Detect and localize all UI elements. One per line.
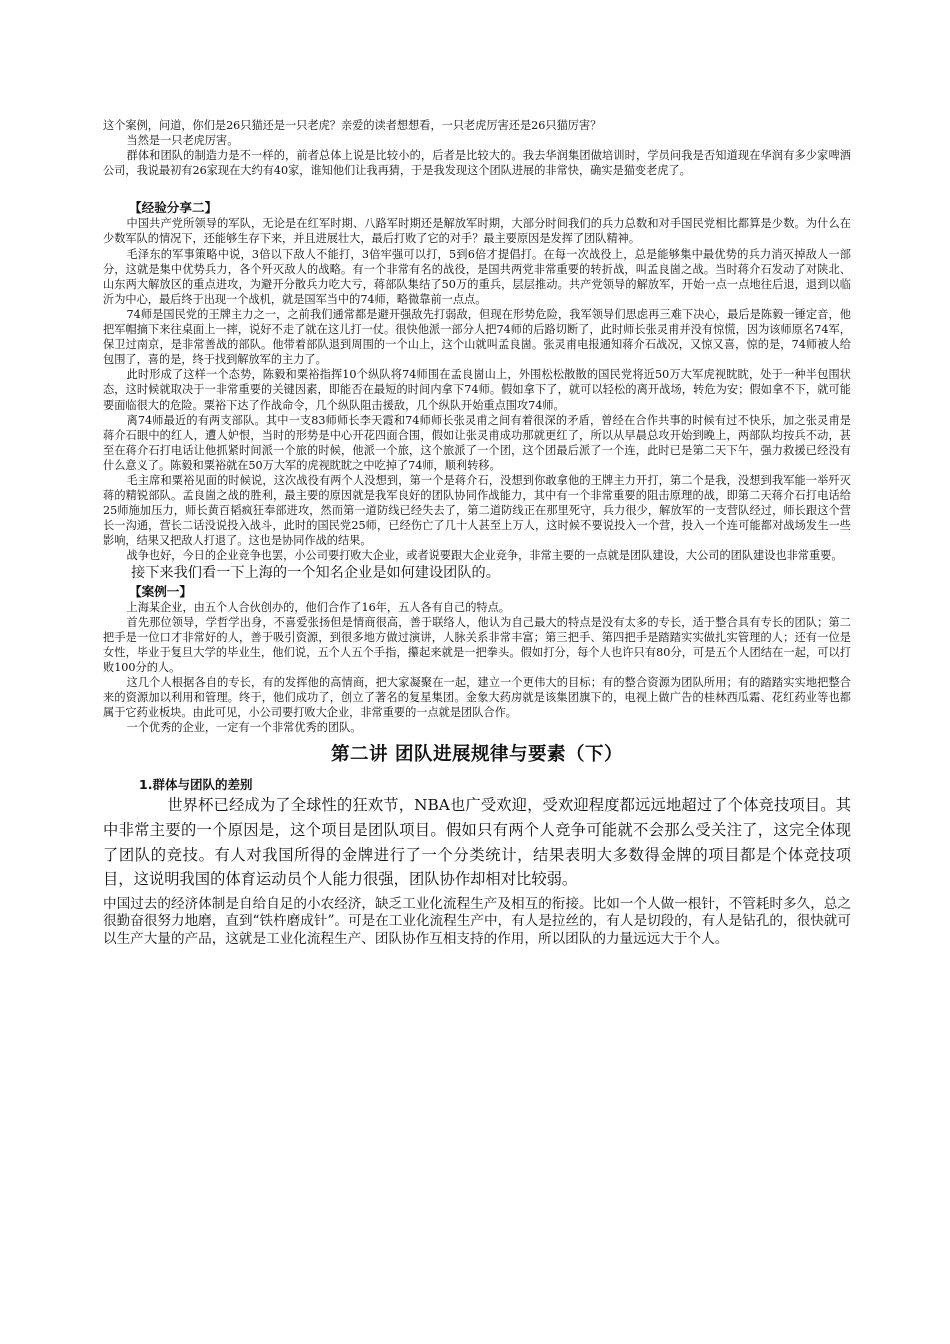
share2-paragraph: 毛主席和粟裕见面的时候说，这次战役有两个人没想到，第一个是蒋介石，没想到你敢拿他的王牌主力开打，第二个是我，没想到我军能一举歼灭蒋的精锐部队。孟良崮之战的胜利，最主要的原因就是我军良好的团队协同作战能力，其中有一个非常重要的阻击原理的战，即第二天蒋介石打电话给25师施加压力，师长黄百韬疯狂奉部进攻，然而第一道防线已经失去了，第二道防线正在那里死守，兵力很少，解放军的一支营队经过，师长跟这个营长一沟通，营长二话没说投入战斗，此时的国民党25师，已经伤亡了几十人甚至上万人，这时候不要说投入一个营，投入一个连可能都对战场发生一些影响，结果又把敌人打退了。这也是协同作战的结果。 — [103, 473, 851, 548]
share2-paragraph: 毛泽东的军事策略中说，3倍以下敌人不能打，3倍牢强可以打，5到6倍才提倡打。在每一次战役上，总是能够集中最优势的兵力消灭掉敌人一部分，这就是集中优势兵力，各个歼灭敌人的战略。有一个非常有名的战役，是国共两党非常重要的转折战，叫孟良崮之战。当时蒋介石发动了对陕北、山东两大解放区的重点进攻，为避开分散兵力吃大亏，蒋部队集结了50万的重兵，层层推动。共产党领导的解放军，开始一点一点地往后退，退到以临沂为中心，最后终于出现一个战机，就是国军当中的74师，略微靠前一点点。 — [103, 247, 851, 306]
document-page — [103, 118, 851, 948]
section-heading: 1.群体与团队的差别 — [139, 777, 253, 793]
closing-section — [103, 896, 851, 948]
case1-paragraph: 上海某企业，由五个人合伙创办的，他们合作了16年，五人各有自己的特点。 — [126, 600, 510, 614]
share2-heading: 【经验分享二】 — [129, 200, 218, 216]
case1-paragraph: 首先那位领导，学哲学出身，不喜爱张扬但是情商很高，善于联络人，他认为自己最大的特点是没有太多的专长，适于整合具有专长的团队；第二把手是一位口才非常好的人，善于吸引资源，到很多地方做过演讲，人脉关系非常丰富；第三把手、第四把手是踏踏实实做扎实管理的人；还有一位是女性，毕业于复旦大学的毕业生，他们说，五个人五个手指，攥起来就是一把拳头。假如打分，每个人也许只有80分，可是五个人团结在一起，可以打败100分的人。 — [103, 615, 851, 674]
lecture-body — [103, 793, 851, 891]
case1-paragraph: 这几个人根据各自的专长，有的发挥他的高情商，把大家凝聚在一起，建立一个更伟大的目标；有的整合资源为团队所用；有的踏踏实实地把整合来的资源加以利用和管理。终于，他们成功了，创立了著名的复星集团。金象大药房就是该集团旗下的，电视上做广告的桂林西瓜霜、花红药业等也都属于它药业板块。由此可见，小公司要打败大企业，非常重要的一点就是团队合作。 — [103, 676, 851, 720]
share2-section — [103, 200, 851, 563]
closing-paragraph: 中国过去的经济体制是自给自足的小农经济，缺乏工业化流程生产及相互的衔接。比如一个人做一根针，不管耗时多久，总之很勤奋很努力地磨，直到“铁杵磨成针”。可是在工业化流程生产中，有人是拉丝的，有人是切段的，有人是钻孔的，很快就可以生产大量的产品，这就是工业化流程生产、团队协作互相支持的作用，所以团队的力量远远大于个人。 — [103, 895, 851, 947]
share2-paragraph: 74师是国民党的王牌主力之一，之前我们通常都是避开强敌先打弱敌，但现在形势危险，我军领导们思虑再三难下决心，最后是陈毅一锤定音，他把军帽摘下来往桌面上一摔，说好不走了就在这儿打一仗。很快他派一部分人把74师的后路切断了，此时师长张灵甫并没有惊慌，因为该师原名74军，保卫过南京，是非常善战的部队。他带着部队退到周围的一个山上，这个山就叫孟良崮。张灵甫电报通知蒋介石战况，又惊又喜，惊的是，74师被人给包围了，喜的是，终于找到解放军的主力了。 — [103, 307, 851, 367]
transition-text: 接下来我们看一下上海的一个知名企业是如何建设团队的。 — [131, 564, 500, 581]
intro-paragraph: 当然是一只老虎厉害。 — [126, 134, 239, 148]
case1-paragraph: 一个优秀的企业，一定有一个非常优秀的团队。 — [126, 721, 362, 735]
share2-paragraph: 此时形成了这样一个态势，陈毅和粟裕指挥10个纵队将74师围在孟良崮山上，外围松松散散的国民党将近50万大军虎视眈眈，处于一种半包围状态，这时候就取决于一非常重要的关键因素，即能否在最短的时间内拿下74师。假如拿下了，就可以轻松的离开战场，转危为安；假如拿不下，就可能要面临很大的危险。粟裕下达了作战命令，几个纵队阻击援敌，几个纵队开始重点围攻74师。 — [103, 368, 851, 412]
share2-paragraph: 离74师最近的有两支部队。其中一支83师师长李天霞和74师师长张灵甫之间有着很深的矛盾，曾经在合作共事的时候有过不快乐，加之张灵甫是蒋介石眼中的红人，遭人妒恨，当时的形势是中心开花四面合围，假如让张灵甫成功那就更红了，所以从早晨总攻开始到晚上，两部队均按兵不动，甚至在蒋介石打电话让他抓紧时间派一个旅的时候，他派一个旅，这个旅派了一个团，这个团最后派了一个连，此时已是第二天下午，强力救援已经没有什么意义了。陈毅和粟裕就在50万大军的虎视眈眈之中吃掉了74师，顺利转移。 — [103, 413, 851, 472]
share2-paragraph: 中国共产党所领导的军队，无论是在红军时期、八路军时期还是解放军时期，大部分时间我们的兵力总数和对手国民党相比都算是少数。为什么在少数军队的情况下，还能够生存下来，并且进展壮大，最后打败了它的对手？最主要原因是发挥了团队精神。 — [103, 217, 851, 246]
case1-section — [103, 584, 851, 736]
case1-heading: 【案例一】 — [129, 583, 192, 599]
intro-paragraph: 这个案例，问道，你们是26只猫还是一只老虎？亲爱的读者想想看，一只老虎厉害还是26只猫厉害？ — [103, 119, 602, 132]
intro-paragraph: 群体和团队的制造力是不一样的，前者总体上说是比较小的，后者是比较大的。我去华润集团做培训时，学员问我是否知道现在华润有多少家啤酒公司，我说最初有26家现在大约有40家，谁知他们让我再猜，于是我发现这个团队进展的非常快，确实是猫变老虎了。 — [103, 149, 851, 178]
lecture-title: 第二讲 团队进展规律与要素（下） — [331, 744, 623, 766]
share2-paragraph: 战争也好，今日的企业竞争也罢，小公司要打败大企业，或者说要跟大企业竞争，非常主要的一点就是团队建设，大公司的团队建设也非常重要。 — [126, 549, 843, 563]
lecture-paragraph: 世界杯已经成为了全球性的狂欢节，NBA也广受欢迎，受欢迎程度都远远地超过了个体竞技项目。其中非常主要的一个原因是，这个项目是团队项目。假如只有两个人竞争可能就不会那么受关注了，这完全体现了团队的竞技。有人对我国所得的金牌进行了一个分类统计，结果表明大多数得金牌的项目都是个体竞技项目，这说明我国的体育运动员个人能力很强，团队协作却相对比较弱。 — [103, 796, 851, 889]
intro-section — [103, 118, 851, 178]
